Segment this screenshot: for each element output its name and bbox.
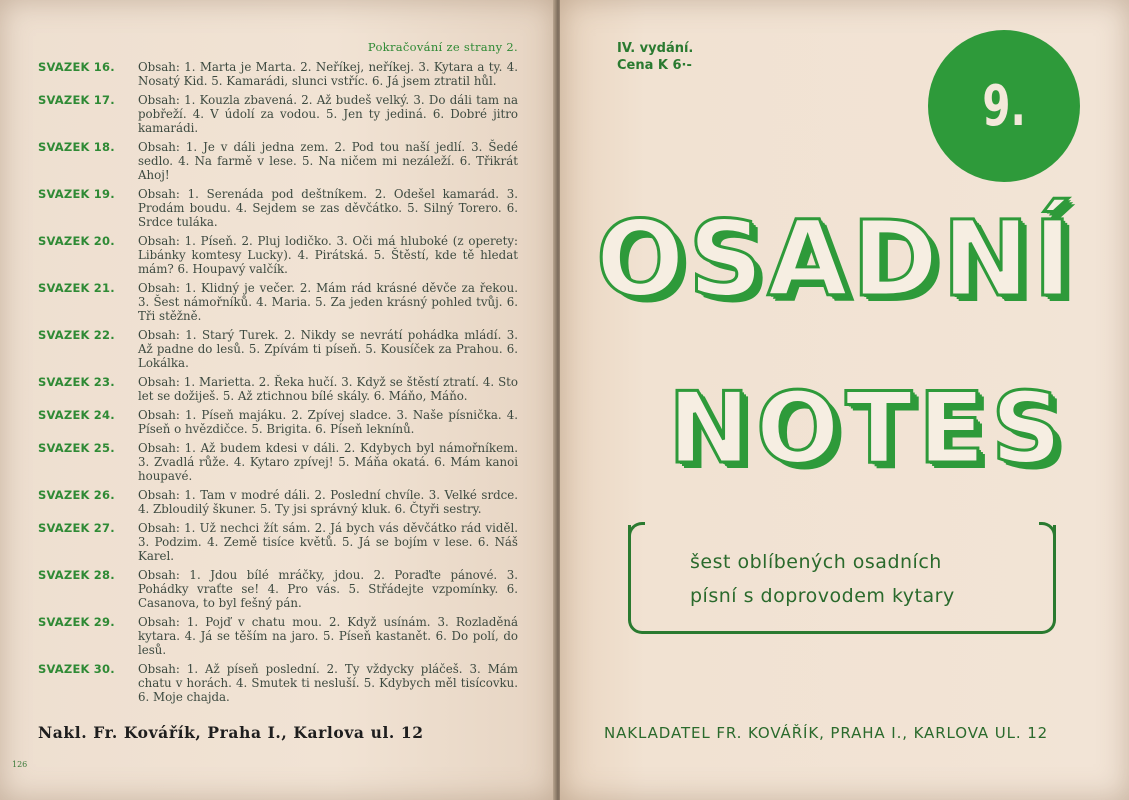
list-item bbox=[38, 521, 518, 563]
publisher-footer: Nakl. Fr. Kovářík, Praha I., Karlova ul. 12 bbox=[38, 723, 424, 742]
volume-label: SVAZEK 21. bbox=[38, 281, 115, 295]
page-number: 126 bbox=[12, 760, 28, 769]
list-item bbox=[38, 662, 518, 704]
continuation-note: Pokračování ze strany 2. bbox=[367, 40, 518, 54]
volume-label: SVAZEK 30. bbox=[38, 662, 115, 676]
volume-label: SVAZEK 25. bbox=[38, 441, 115, 455]
list-item bbox=[38, 234, 518, 276]
list-item bbox=[38, 140, 518, 182]
volume-label: SVAZEK 26. bbox=[38, 488, 115, 502]
volume-label: SVAZEK 16. bbox=[38, 60, 115, 74]
volume-contents: Obsah: 1. Pojď v chatu mou. 2. Když usínám. 3. Rozladěná kytara. 4. Já se těším na jaro. 5. Píseň kastanět. 6. Do polí, do lesů. bbox=[138, 615, 518, 657]
subtitle-line-1: šest oblíbených osadních bbox=[690, 551, 942, 573]
volume-label: SVAZEK 24. bbox=[38, 408, 115, 422]
volume-number: 9. bbox=[982, 73, 1026, 139]
volume-label: SVAZEK 17. bbox=[38, 93, 115, 107]
volume-label: SVAZEK 18. bbox=[38, 140, 115, 154]
list-item bbox=[38, 60, 518, 88]
list-item bbox=[38, 488, 518, 516]
volume-contents: Obsah: 1. Až budem kdesi v dáli. 2. Kdybych byl námořníkem. 3. Zvadlá růže. 4. Kytaro zpívej! 5. Máňa okatá. 6. Mám kanoi houpavé. bbox=[138, 441, 518, 483]
subtitle bbox=[690, 545, 1030, 613]
publisher-line: NAKLADATEL FR. KOVÁŘÍK, PRAHA I., KARLOVA UL. 12 bbox=[604, 724, 1049, 742]
price-label: Cena K 6·- bbox=[617, 58, 692, 73]
edition-info bbox=[617, 40, 693, 74]
list-item bbox=[38, 408, 518, 436]
volume-contents: Obsah: 1. Kouzla zbavená. 2. Až budeš velký. 3. Do dáli tam na pobřeží. 4. V údolí za vodou. 5. Jen ty jediná. 6. Dobré jitro kamarádi. bbox=[138, 93, 518, 135]
subtitle-line-2: písní s doprovodem kytary bbox=[690, 585, 955, 607]
volume-label: SVAZEK 28. bbox=[38, 568, 115, 582]
title-line-1: OSADNÍ bbox=[596, 198, 1076, 320]
list-item bbox=[38, 615, 518, 657]
volume-number-badge bbox=[928, 30, 1080, 182]
volume-contents: Obsah: 1. Tam v modré dáli. 2. Poslední chvíle. 3. Velké srdce. 4. Zbloudilý škuner. 5. Ty jsi správný kluk. 6. Čtyři sestry. bbox=[138, 488, 518, 516]
volume-contents: Obsah: 1. Jdou bílé mráčky, jdou. 2. Poraďte pánové. 3. Pohádky vraťte se! 4. Pro vás. 5. Střádejte vzpomínky. 6. Casanova, to byl fešný pán. bbox=[138, 568, 518, 610]
volume-contents: Obsah: 1. Až píseň poslední. 2. Ty vždycky pláčeš. 3. Mám chatu v horách. 4. Smutek ti nesluší. 5. Kdybych měl tisícovku. 6. Moje chajda. bbox=[138, 662, 518, 704]
volume-contents: Obsah: 1. Je v dáli jedna zem. 2. Pod tou naší jedlí. 3. Šedé sedlo. 4. Na farmě v lese. 5. Na ničem mi nezáleží. 6. Třikrát Ahoj! bbox=[138, 140, 518, 182]
list-item bbox=[38, 187, 518, 229]
volume-label: SVAZEK 19. bbox=[38, 187, 115, 201]
title-line-2: NOTES bbox=[668, 372, 1068, 486]
volume-contents: Obsah: 1. Marietta. 2. Řeka hučí. 3. Když se štěstí ztratí. 4. Sto let se dožiješ. 5. Až ztichnou bílé skály. 6. Máňo, Máňo. bbox=[138, 375, 518, 403]
list-item bbox=[38, 568, 518, 610]
list-item bbox=[38, 93, 518, 135]
list-item bbox=[38, 328, 518, 370]
list-item bbox=[38, 441, 518, 483]
list-item bbox=[38, 375, 518, 403]
volume-contents: Obsah: 1. Píseň. 2. Pluj lodičko. 3. Oči má hluboké (z operety: Libánky komtesy Lucky). 4. Pirátská. 5. Štěstí, kde tě hledat mám? 6. Houpavý valčík. bbox=[138, 234, 518, 276]
volume-contents: Obsah: 1. Už nechci žít sám. 2. Já bych vás děvčátko rád viděl. 3. Podzim. 4. Země tisíce květů. 5. Já se bojím v lese. 6. Náš Karel. bbox=[138, 521, 518, 563]
volume-label: SVAZEK 23. bbox=[38, 375, 115, 389]
volume-label: SVAZEK 22. bbox=[38, 328, 115, 342]
volume-label: SVAZEK 29. bbox=[38, 615, 115, 629]
list-item bbox=[38, 281, 518, 323]
volume-contents: Obsah: 1. Píseň majáku. 2. Zpívej sladce. 3. Naše písnička. 4. Píseň o hvězdičce. 5. Brigita. 6. Píseň leknínů. bbox=[138, 408, 518, 436]
volume-contents: Obsah: 1. Starý Turek. 2. Nikdy se nevrátí pohádka mládí. 3. Až padne do lesů. 5. Zpívám ti píseň. 5. Kousíček za Prahou. 6. Lokálka. bbox=[138, 328, 518, 370]
volume-list bbox=[38, 60, 518, 709]
left-page bbox=[0, 0, 556, 800]
edition-label: IV. vydání. bbox=[617, 41, 694, 56]
volume-label: SVAZEK 20. bbox=[38, 234, 115, 248]
volume-label: SVAZEK 27. bbox=[38, 521, 115, 535]
volume-contents: Obsah: 1. Serenáda pod deštníkem. 2. Odešel kamarád. 3. Prodám boudu. 4. Sejdem se zas děvčátko. 5. Silný Torero. 6. Srdce tuláka. bbox=[138, 187, 518, 229]
volume-contents: Obsah: 1. Klidný je večer. 2. Mám rád krásné děvče za řekou. 3. Šest námořníků. 4. Maria. 5. Za jeden krásný pohled tvůj. 6. Tři stěžně. bbox=[138, 281, 518, 323]
volume-contents: Obsah: 1. Marta je Marta. 2. Neříkej, neříkej. 3. Kytara a ty. 4. Nosatý Kid. 5. Kamarádi, slunci vstříc. 6. Já jsem ztratil hůl. bbox=[138, 60, 518, 88]
